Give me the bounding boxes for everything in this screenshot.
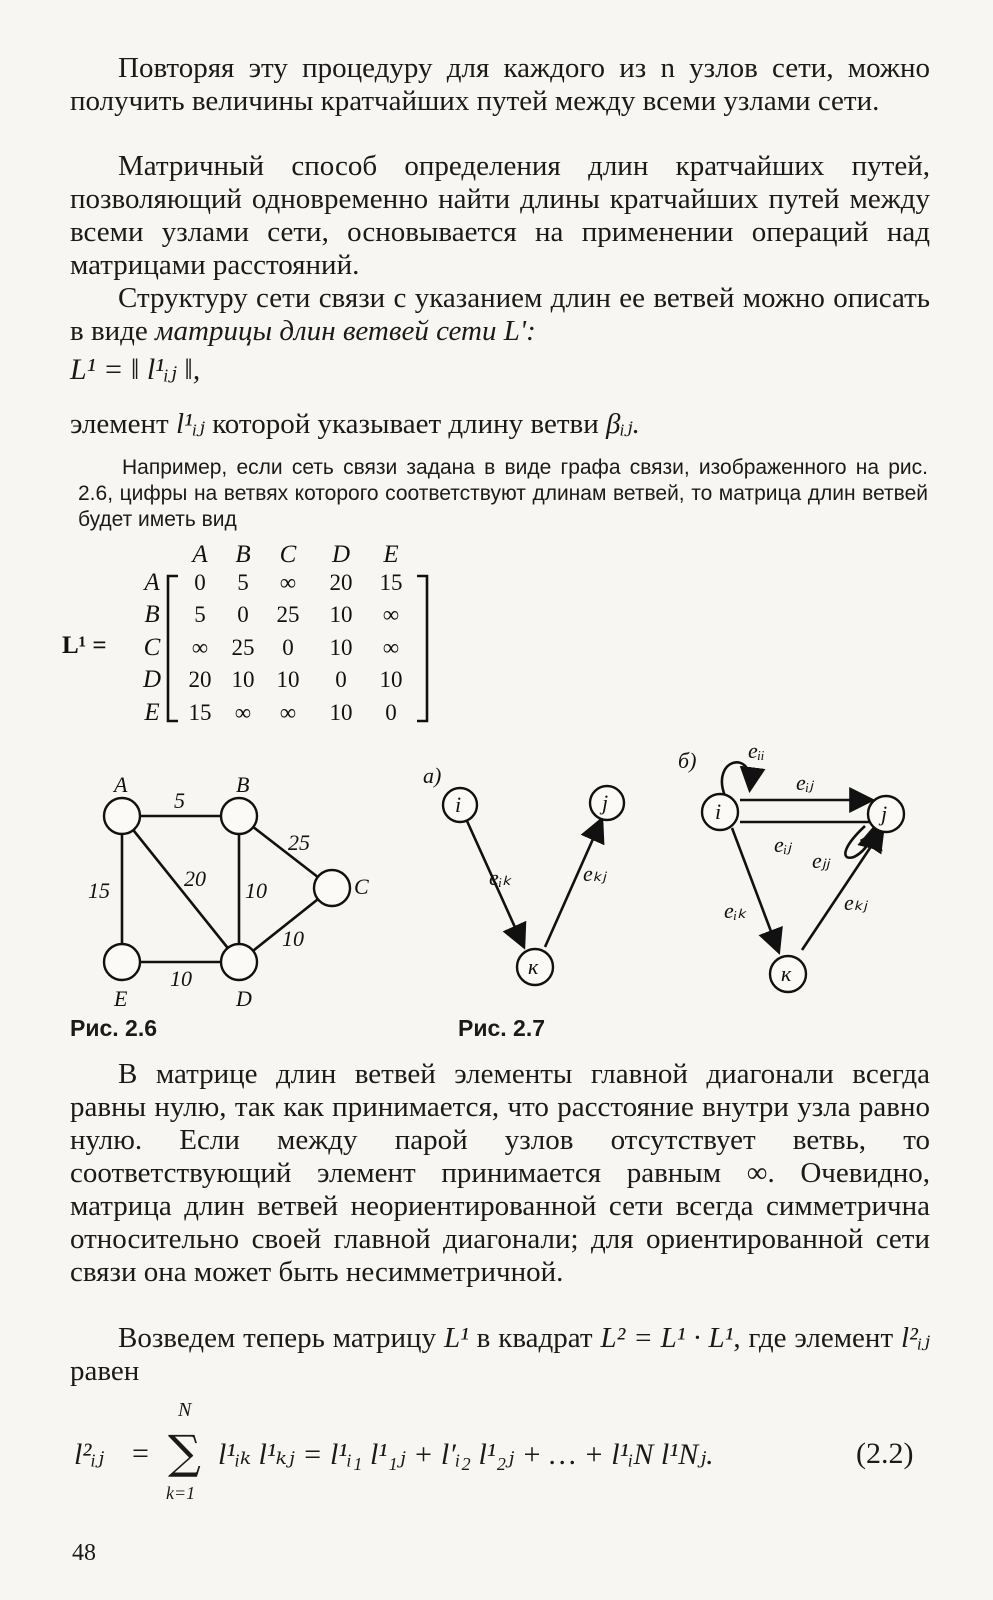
- node-c-label: C: [354, 874, 369, 899]
- matrix-cell: 10: [379, 667, 403, 692]
- matrix-col-header: B: [235, 541, 251, 568]
- paragraph-6-m: L¹: [443, 1322, 469, 1354]
- equation-equals: =: [132, 1437, 149, 1470]
- edge-ik-b: [732, 828, 778, 950]
- matrix-cell: 10: [329, 700, 353, 725]
- paragraph-6-a: Возведем теперь матрицу: [118, 1322, 444, 1354]
- edge-ik-b-label: eᵢₖ: [724, 898, 747, 923]
- node-e: [104, 944, 140, 980]
- equation-2-2: [70, 1395, 930, 1515]
- paragraph-1: Повторяя эту процедуру для каждого из n узлов сети, можно получить величины кратчайших путей между всеми узлами сети.: [70, 52, 930, 117]
- matrix-l1: [60, 538, 460, 738]
- edge-bc-label: 25: [288, 830, 310, 855]
- equation-body: l¹ᵢₖ l¹ₖⱼ = l¹ᵢ₁ l¹₁ⱼ + l′ᵢ₂ l¹₂ⱼ + … + l¹ᵢN l¹Nⱼ.: [218, 1438, 714, 1471]
- edge-ab-label: 5: [174, 788, 185, 813]
- paragraph-4-b: которой указывает длину ветви: [204, 408, 606, 440]
- matrix-cell: 5: [237, 570, 249, 595]
- node-i-label: i: [455, 792, 462, 817]
- node-k-b-label: к: [781, 961, 792, 986]
- paragraph-4-beta: βᵢⱼ.: [605, 408, 640, 440]
- matrix-cell: 25: [231, 635, 255, 660]
- loop-jj-label: eⱼⱼ: [812, 848, 830, 873]
- node-b-label: B: [236, 772, 250, 797]
- paragraph-4-var: l¹ᵢⱼ: [175, 408, 205, 440]
- matrix-cell: 20: [329, 570, 353, 595]
- figure-2-6: [70, 770, 400, 1020]
- paragraph-6-eq: L² = L¹ · L¹: [600, 1322, 734, 1354]
- matrix-row-header: D: [142, 666, 162, 693]
- paragraph-3-text: Структуру сети связи с указанием длин ее ветвей можно описать в виде: [70, 282, 930, 347]
- matrix-col-header: C: [279, 541, 297, 568]
- figure-2-7-caption: Рис. 2.7: [458, 1015, 546, 1041]
- matrix-cell: 0: [335, 667, 347, 692]
- edge-ik-label: eᵢₖ: [489, 865, 512, 890]
- equation-lhs: l²ᵢⱼ: [74, 1438, 104, 1471]
- matrix-row-header: C: [143, 634, 161, 661]
- paragraph-3: [70, 282, 930, 348]
- matrix-cell: 0: [194, 570, 206, 595]
- matrix-cell: ∞: [234, 700, 252, 725]
- loop-jj: [845, 826, 875, 858]
- node-c: [314, 870, 350, 906]
- figure-2-7a: [415, 755, 655, 1005]
- equation-number: (2.2): [856, 1437, 914, 1470]
- matrix-col-header: A: [192, 541, 208, 568]
- matrix-cell: ∞: [382, 635, 400, 660]
- matrix-cell: 0: [282, 635, 294, 660]
- matrix-cell: ∞: [191, 635, 209, 660]
- edge-kj-b-label: eₖⱼ: [844, 890, 867, 915]
- node-b: [221, 798, 257, 834]
- paragraph-4: [70, 408, 930, 441]
- small-paragraph: Например, если сеть связи задана в виде графа связи, изображенного на рис. 2.6, цифры на ветвях которого соответствуют длинам ветвей, то матрица длин ветвей будет иметь вид: [78, 456, 928, 531]
- paragraph-5: В матрице длин ветвей элементы главной диагонали всегда равны нулю, так как принимается, что расстояние внутри узла равно нулю. Если между парой узлов отсутствует ветвь, то соответствующий элемент принимается равным ∞. Очевидно, матрица длин ветвей неориентированной сети всегда симметрична относительно своей главной диагонали; для ориентированной сети связи она может быть несимметричной.: [70, 1058, 930, 1288]
- figure-2-6-caption: Рис. 2.6: [70, 1015, 158, 1041]
- part-a-label: а): [423, 763, 442, 788]
- page-number: 48: [72, 1540, 96, 1566]
- loop-ii: [722, 762, 750, 796]
- paragraph-6-b: в квадрат: [468, 1322, 601, 1354]
- edge-kj-label: eₖⱼ: [583, 861, 606, 886]
- paragraph-6: [70, 1322, 930, 1388]
- matrix-cell: ∞: [279, 570, 297, 595]
- matrix-cell: ∞: [382, 602, 400, 627]
- figure-2-7b: [670, 728, 930, 1008]
- node-a-label: A: [114, 772, 128, 797]
- matrix-right-bracket: [417, 576, 427, 721]
- matrix-cell: 0: [237, 602, 249, 627]
- matrix-row-header: E: [144, 699, 160, 726]
- matrix-cell: 10: [276, 667, 300, 692]
- edge-ad-label: 20: [184, 866, 206, 891]
- node-j-b-label: j: [881, 801, 888, 826]
- node-j-label: j: [602, 790, 609, 815]
- matrix-cell: 15: [379, 570, 403, 595]
- matrix-row-header: A: [144, 569, 160, 596]
- matrix-cell: 20: [188, 667, 212, 692]
- matrix-name: L¹ =: [62, 632, 107, 659]
- matrix-cell: 10: [231, 667, 255, 692]
- sum-lower-limit: k=1: [166, 1483, 196, 1503]
- paragraph-3-italic: матрицы длин ветвей сети L':: [155, 315, 536, 347]
- node-d: [221, 944, 257, 980]
- edge-bd-label: 10: [245, 878, 267, 903]
- matrix-cell: 5: [194, 602, 206, 627]
- matrix-cell: 25: [276, 602, 300, 627]
- edge-dc-label: 10: [282, 926, 304, 951]
- loop-ii-label: eᵢᵢ: [748, 738, 765, 763]
- node-a: [104, 798, 140, 834]
- matrix-cell: 10: [329, 602, 353, 627]
- matrix-col-header: E: [383, 541, 399, 568]
- matrix-cell: 15: [188, 700, 212, 725]
- matrix-row-header: B: [144, 601, 160, 628]
- matrix-definition-formula: L¹ = ‖ l¹ᵢⱼ ‖,: [70, 353, 201, 386]
- node-e-label: E: [114, 986, 128, 1011]
- paragraph-6-c: , где элемент: [733, 1322, 902, 1354]
- matrix-cell: ∞: [279, 700, 297, 725]
- edge-ed-label: 10: [170, 966, 192, 991]
- sum-upper-limit: N: [178, 1399, 192, 1421]
- paragraph-6-d: равен: [70, 1355, 140, 1387]
- node-k-label: к: [528, 954, 539, 979]
- matrix-cell: 10: [329, 635, 353, 660]
- sum-sign: ∑: [168, 1425, 201, 1479]
- matrix-cell: 0: [385, 700, 397, 725]
- part-b-label: б): [678, 748, 697, 773]
- edge-ij-bottom-label: eᵢⱼ: [774, 832, 792, 857]
- edge-ij-top-label: eᵢⱼ: [796, 770, 814, 795]
- node-d-label: D: [236, 986, 252, 1011]
- matrix-col-header: D: [331, 541, 351, 568]
- paragraph-4-a: элемент: [70, 408, 176, 440]
- matrix-left-bracket: [168, 576, 178, 721]
- edge-ae-label: 15: [88, 878, 110, 903]
- paragraph-2: Матричный способ определения длин кратчайших путей, позволяющий одновременно найти длины кратчайших путей между всеми узлами сети, основывается на применении операций над матрицами расстояний.: [70, 150, 930, 281]
- node-i-b-label: i: [715, 799, 722, 824]
- paragraph-6-var: l²ᵢⱼ: [901, 1322, 931, 1354]
- edge-ad: [122, 816, 239, 962]
